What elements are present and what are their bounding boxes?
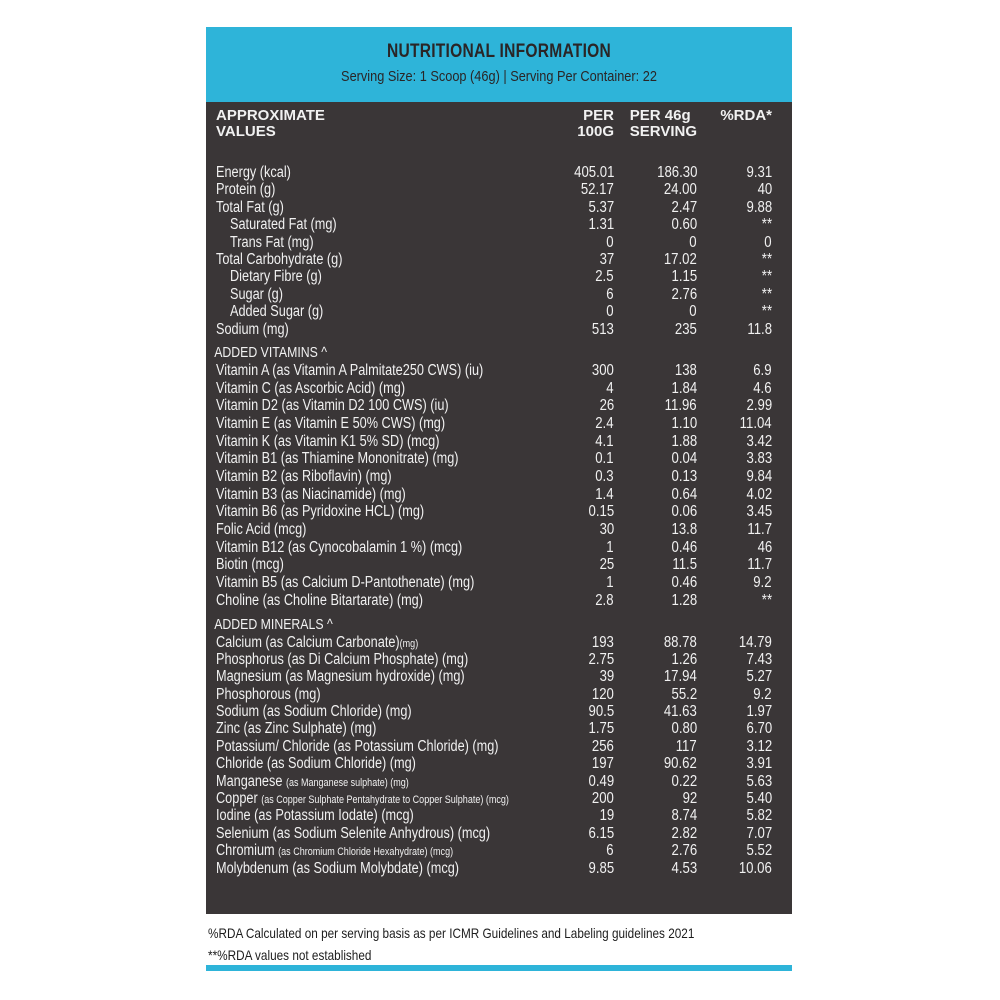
table-row (206, 486, 792, 504)
nutrition-table (206, 102, 792, 877)
table-row (206, 773, 792, 790)
value-per-serving: 0.22 (671, 772, 697, 790)
value-rda: 10.06 (739, 859, 772, 877)
value-per-100g: 2.8 (595, 591, 614, 609)
nutrient-label (216, 362, 483, 379)
nutrient-label (216, 556, 284, 573)
value-per-serving: 1.10 (671, 414, 697, 432)
value-per-serving: 13.8 (671, 521, 697, 539)
nutrient-name: Copper (216, 790, 262, 808)
value-per-100g: 5.37 (588, 198, 614, 216)
nutrient-name: Vitamin B5 (as Calcium D-Pantothenate) (mg) (216, 574, 475, 592)
footnotes (208, 922, 694, 966)
nutrient-label (230, 303, 323, 320)
value-rda: ** (761, 591, 772, 609)
nutrient-label (216, 415, 445, 432)
column-name-header (216, 108, 325, 140)
value-per-serving: 24.00 (664, 181, 697, 199)
value-per-100g: 2.4 (595, 414, 614, 432)
value-per-serving: 0.46 (671, 574, 697, 592)
table-row (206, 574, 792, 592)
column-perserving-header (630, 108, 697, 140)
value-rda: 3.91 (746, 755, 772, 773)
value-per-100g: 300 (592, 361, 614, 379)
nutrient-name: Magnesium (as Magnesium hydroxide) (mg) (216, 668, 465, 686)
value-rda: ** (761, 250, 772, 268)
nutrient-label (216, 738, 499, 755)
table-row (206, 181, 792, 198)
nutrient-source: (as Manganese sulphate) (mg) (285, 776, 409, 789)
nutrient-label (216, 521, 306, 538)
table-row (206, 216, 792, 233)
value-per-100g: 197 (592, 755, 614, 773)
nutrient-label (230, 234, 314, 251)
value-rda: 5.27 (746, 668, 772, 686)
value-per-100g: 0.15 (588, 503, 614, 521)
nutrient-label (216, 321, 289, 338)
nutrient-label (216, 251, 342, 268)
value-rda: 11.8 (747, 320, 772, 338)
table-row (206, 592, 792, 610)
value-per-serving: 0.06 (671, 503, 697, 521)
nutrient-label (216, 686, 321, 703)
value-per-serving: 2.82 (671, 824, 697, 842)
nutrient-name: Sugar (g) (230, 285, 283, 303)
nutrient-label (230, 268, 322, 285)
vitamins-section-title: ADDED VITAMINS ^ (214, 343, 328, 361)
value-per-100g: 513 (592, 320, 614, 338)
table-row (206, 842, 792, 859)
value-rda: 6.9 (753, 361, 772, 379)
column-perserving-line2: SERVING (629, 123, 697, 140)
value-rda: 3.42 (746, 432, 772, 450)
nutrient-name: Phosphorous (mg) (216, 685, 321, 703)
value-per-serving: 11.5 (672, 556, 697, 574)
table-row (206, 755, 792, 772)
value-per-serving: 138 (675, 361, 697, 379)
nutrient-name: Energy (kcal) (216, 164, 291, 181)
nutrient-name: Vitamin B1 (as Thiamine Mononitrate) (mg) (216, 450, 459, 468)
value-rda: 11.04 (740, 414, 772, 432)
value-per-100g: 2.5 (595, 268, 614, 286)
column-rda-header: %RDA* (720, 107, 772, 124)
nutrient-label (216, 790, 509, 809)
nutrient-label (230, 286, 283, 303)
nutrient-label (216, 634, 418, 653)
table-row (206, 286, 792, 303)
value-rda: 11.7 (747, 521, 772, 539)
value-rda: 0 (764, 233, 772, 251)
nutrient-name: Chromium (216, 842, 279, 860)
nutrient-name: Dietary Fibre (g) (230, 268, 322, 286)
value-per-serving: 8.74 (671, 807, 697, 825)
minerals-section-title: ADDED MINERALS ^ (214, 615, 333, 633)
value-per-100g: 4 (606, 379, 614, 397)
table-row (206, 668, 792, 685)
value-per-100g: 26 (599, 397, 614, 415)
table-row (206, 433, 792, 451)
value-per-100g: 200 (592, 790, 614, 808)
value-per-100g: 1.75 (588, 720, 614, 738)
table-row (206, 860, 792, 877)
value-per-serving: 0.04 (671, 450, 697, 468)
table-row (206, 303, 792, 320)
nutrient-label (216, 651, 468, 668)
value-per-serving: 17.94 (664, 668, 697, 686)
nutrient-name: Potassium/ Chloride (as Potassium Chloride) (mg) (216, 737, 499, 755)
value-per-serving: 1.88 (671, 432, 697, 450)
value-per-100g: 0.3 (595, 468, 614, 486)
nutrient-label (216, 773, 409, 792)
value-rda: 5.52 (746, 842, 772, 860)
nutrient-source: (as Chromium Chloride Hexahydrate) (mcg) (278, 846, 454, 859)
value-per-100g: 1 (606, 574, 614, 592)
nutrient-name: Zinc (as Zinc Sulphate) (mg) (216, 720, 377, 738)
nutrient-name: Trans Fat (mg) (230, 233, 314, 251)
nutrient-label (216, 433, 439, 450)
nutrient-name: Vitamin K (as Vitamin K1 5% SD) (mcg) (216, 432, 440, 450)
nutrient-name: Phosphorus (as Di Calcium Phosphate) (mg) (216, 650, 469, 668)
nutrient-name: Vitamin B12 (as Cynocobalamin 1 %) (mcg) (216, 538, 463, 556)
footnote-rda: %RDA Calculated on per serving basis as per ICMR Guidelines and Labeling guidelines 2021 (208, 925, 695, 941)
value-per-100g: 6.15 (588, 824, 614, 842)
nutrient-name: Added Sugar (g) (230, 303, 324, 321)
value-per-serving: 11.96 (665, 397, 697, 415)
value-per-serving: 1.26 (671, 650, 697, 668)
table-row (206, 268, 792, 285)
value-per-100g: 0.49 (588, 772, 614, 790)
value-per-100g: 1 (606, 538, 614, 556)
nutrient-label (216, 755, 416, 772)
column-header-row (206, 102, 792, 164)
table-row (206, 380, 792, 398)
value-per-serving: 41.63 (664, 703, 697, 721)
table-row (206, 556, 792, 574)
value-rda: 3.12 (746, 737, 772, 755)
nutrient-name: Folic Acid (mcg) (216, 521, 307, 539)
value-per-100g: 1.4 (595, 485, 614, 503)
value-per-100g: 0 (606, 233, 614, 251)
value-rda: 9.84 (746, 468, 772, 486)
table-row (206, 503, 792, 521)
value-per-100g: 2.75 (588, 650, 614, 668)
value-rda: 40 (757, 181, 772, 199)
value-rda: 3.83 (746, 450, 772, 468)
column-per100-header (577, 108, 614, 140)
nutrient-name: Biotin (mcg) (216, 556, 284, 574)
value-per-100g: 0.1 (595, 450, 614, 468)
nutrient-name: Chloride (as Sodium Chloride) (mg) (216, 755, 416, 773)
table-row (206, 199, 792, 216)
nutrient-name: Calcium (as Calcium Carbonate) (216, 633, 400, 651)
nutrient-name: Vitamin D2 (as Vitamin D2 100 CWS) (iu) (216, 397, 449, 415)
value-per-serving: 0.46 (671, 538, 697, 556)
nutrient-name: Choline (as Choline Bitartarate) (mg) (216, 591, 423, 609)
nutrient-label (216, 807, 414, 824)
value-per-100g: 6 (606, 842, 614, 860)
value-per-100g: 25 (599, 556, 614, 574)
value-rda: 1.97 (746, 703, 772, 721)
value-rda: 46 (757, 538, 772, 556)
value-per-serving: 0.13 (671, 468, 697, 486)
value-per-serving: 1.15 (671, 268, 697, 286)
nutrient-label (216, 199, 284, 216)
value-per-serving: 92 (682, 790, 697, 808)
bottom-accent-bar (206, 965, 792, 971)
nutrient-label (216, 860, 459, 877)
value-per-serving: 0.64 (671, 485, 697, 503)
value-rda: ** (761, 268, 772, 286)
nutrient-name: Sodium (as Sodium Chloride) (mg) (216, 703, 412, 721)
table-row (206, 686, 792, 703)
value-rda: 3.45 (746, 503, 772, 521)
table-row (206, 251, 792, 268)
nutrient-name: Sodium (mg) (216, 320, 289, 338)
nutrient-name: Vitamin A (as Vitamin A Palmitate250 CWS) (iu) (216, 361, 484, 379)
table-row (206, 321, 792, 338)
minerals-section (206, 634, 792, 877)
nutrient-source: (mg) (399, 637, 419, 650)
nutrition-header (206, 27, 792, 102)
value-rda: 5.82 (746, 807, 772, 825)
value-per-serving: 186.30 (656, 164, 697, 181)
value-per-100g: 120 (592, 685, 614, 703)
value-rda: 2.99 (746, 397, 772, 415)
value-rda: ** (761, 303, 772, 321)
value-per-100g: 52.17 (581, 181, 614, 199)
column-per100-line1: PER (583, 107, 614, 124)
nutrient-name: Iodine (as Potassium Iodate) (mcg) (216, 807, 414, 825)
value-rda: 9.88 (746, 198, 772, 216)
nutrient-label (230, 216, 337, 233)
value-per-100g: 256 (592, 737, 614, 755)
table-row (206, 450, 792, 468)
nutrient-name: Vitamin E (as Vitamin E 50% CWS) (mg) (216, 414, 446, 432)
value-per-100g: 0 (606, 303, 614, 321)
value-rda: 5.40 (746, 790, 772, 808)
column-per100-line2: 100G (577, 123, 614, 140)
value-rda: 4.6 (753, 379, 772, 397)
nutrient-label (216, 380, 405, 397)
value-per-serving: 235 (675, 320, 697, 338)
nutrient-label (216, 668, 465, 685)
value-per-100g: 405.01 (573, 164, 614, 181)
value-per-serving: 1.28 (671, 591, 697, 609)
value-rda: 9.2 (753, 685, 772, 703)
value-rda: 5.63 (746, 772, 772, 790)
value-rda: ** (761, 285, 772, 303)
value-rda: 11.7 (747, 556, 772, 574)
table-row (206, 825, 792, 842)
nutrient-label (216, 397, 449, 414)
value-per-serving: 1.84 (671, 379, 697, 397)
value-rda: ** (761, 216, 772, 234)
nutrient-label (216, 720, 376, 737)
value-rda: 14.79 (739, 633, 772, 651)
value-per-100g: 4.1 (595, 432, 614, 450)
value-rda: 7.43 (746, 650, 772, 668)
table-row (206, 634, 792, 651)
table-row (206, 651, 792, 668)
column-perserving-line1: PER 46g (629, 107, 691, 124)
table-row (206, 362, 792, 380)
nutrient-label (216, 842, 453, 861)
nutrient-name: Total Carbohydrate (g) (216, 250, 343, 268)
nutrient-label (216, 703, 412, 720)
value-per-100g: 39 (599, 668, 614, 686)
nutrient-name: Vitamin B3 (as Niacinamide) (mg) (216, 485, 406, 503)
value-per-100g: 90.5 (588, 703, 614, 721)
nutrient-name: Selenium (as Sodium Selenite Anhydrous) (mcg) (216, 824, 491, 842)
nutrition-panel (206, 27, 792, 914)
value-per-serving: 0 (689, 233, 697, 251)
table-row (206, 415, 792, 433)
value-per-100g: 1.31 (588, 216, 614, 234)
value-per-100g: 6 (606, 285, 614, 303)
nutrient-name: Saturated Fat (mg) (230, 216, 337, 234)
nutrient-label (216, 539, 462, 556)
value-per-100g: 30 (599, 521, 614, 539)
value-per-serving: 117 (675, 737, 697, 755)
column-name-line1: APPROXIMATE (216, 107, 325, 124)
value-per-serving: 90.62 (664, 755, 697, 773)
value-rda: 9.2 (753, 574, 772, 592)
value-per-serving: 0 (689, 303, 697, 321)
table-row (206, 468, 792, 486)
value-per-serving: 2.76 (671, 285, 697, 303)
value-per-serving: 2.76 (671, 842, 697, 860)
value-rda: 9.31 (746, 164, 772, 181)
nutrient-label (216, 181, 275, 198)
nutrient-name: Molybdenum (as Sodium Molybdate) (mcg) (216, 859, 460, 877)
value-per-serving: 0.60 (671, 216, 697, 234)
table-row (206, 720, 792, 737)
value-per-serving: 2.47 (671, 198, 697, 216)
value-per-serving: 17.02 (664, 250, 697, 268)
nutrient-name: Manganese (216, 772, 286, 790)
value-per-serving: 0.80 (671, 720, 697, 738)
table-row (206, 397, 792, 415)
value-per-serving: 4.53 (671, 859, 697, 877)
nutrient-name: Protein (g) (216, 181, 276, 199)
table-row (206, 164, 792, 181)
nutrient-name: Vitamin C (as Ascorbic Acid) (mg) (216, 379, 406, 397)
table-row (206, 539, 792, 557)
value-per-100g: 37 (599, 250, 614, 268)
table-row (206, 807, 792, 824)
nutrient-label (216, 503, 424, 520)
nutrient-label (216, 468, 392, 485)
nutrient-source: (as Copper Sulphate Pentahydrate to Copper Sulphate) (mcg) (261, 794, 509, 807)
footnote-not-established: **%RDA values not established (208, 947, 372, 963)
value-per-100g: 9.85 (588, 859, 614, 877)
vitamins-section (206, 362, 792, 610)
column-name-line2: VALUES (216, 123, 276, 140)
table-row (206, 234, 792, 251)
value-rda: 6.70 (746, 720, 772, 738)
nutrient-label (216, 574, 474, 591)
nutrient-label (216, 825, 490, 842)
nutrient-label (216, 486, 406, 503)
nutrition-title: NUTRITIONAL INFORMATION (386, 41, 612, 62)
nutrient-label (216, 450, 459, 467)
table-row (206, 738, 792, 755)
value-per-serving: 55.2 (671, 685, 697, 703)
value-per-100g: 19 (599, 807, 614, 825)
table-row (206, 703, 792, 720)
nutrient-name: Total Fat (g) (216, 198, 284, 216)
value-rda: 4.02 (746, 485, 772, 503)
nutrient-label (216, 592, 423, 609)
serving-info: Serving Size: 1 Scoop (46g) | Serving Per Container: 22 (341, 68, 657, 85)
value-per-serving: 88.78 (664, 633, 697, 651)
table-row (206, 790, 792, 807)
value-per-100g: 193 (592, 633, 614, 651)
nutrient-name: Vitamin B2 (as Riboflavin) (mg) (216, 468, 392, 486)
value-rda: 7.07 (746, 824, 772, 842)
macros-section (206, 164, 792, 338)
table-row (206, 521, 792, 539)
nutrient-label (216, 164, 291, 181)
nutrient-name: Vitamin B6 (as Pyridoxine HCL) (mg) (216, 503, 425, 521)
